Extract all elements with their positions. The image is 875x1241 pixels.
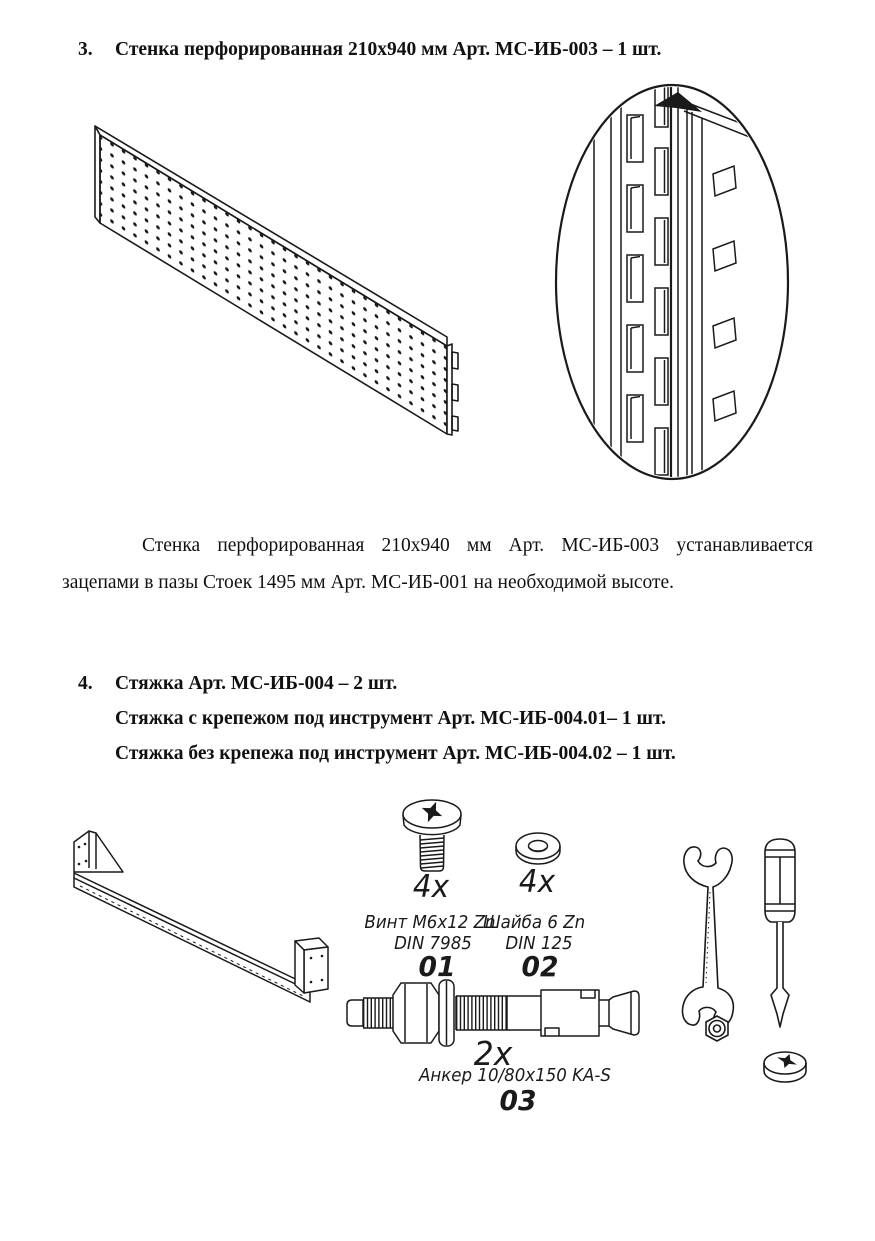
part-1-name: Винт М6х12 Zn <box>364 913 496 933</box>
panel-hook-2 <box>452 384 458 401</box>
section-3-title: Стенка перфорированная 210х940 мм Арт. МС-ИБ-003 – 1 шт. <box>115 39 662 60</box>
section-3-heading <box>78 38 838 62</box>
part-1-standard: DIN 7985 <box>394 934 472 954</box>
pegboard-panel-illustration <box>85 113 465 443</box>
tie-bar-illustration <box>60 812 340 1037</box>
part-3-position: 03 <box>499 1084 537 1117</box>
paragraph-line-2: зацепами в пазы Стоек 1495 мм Арт. МС-ИБ-001 на необходимой высоте. <box>62 572 675 593</box>
part-1-position: 01 <box>418 950 456 983</box>
panel-perforated-face <box>100 135 447 434</box>
part-1-qty: 4х <box>412 869 450 905</box>
section-4-subtitle-1: Стяжка с крепежом под инструмент Арт. МС-ИБ-004.01– 1 шт. <box>115 708 666 729</box>
section-4-subtitle-2: Стяжка без крепежа под инструмент Арт. МС-ИБ-004.02 – 1 шт. <box>115 743 676 764</box>
part-2-qty: 4х <box>518 864 556 900</box>
section-4-title: Стяжка Арт. МС-ИБ-004 – 2 шт. <box>115 673 398 694</box>
part-2-standard: DIN 125 <box>505 934 573 954</box>
section-4-heading-block <box>78 666 838 771</box>
part-2-name: Шайба 6 Zn <box>482 913 586 933</box>
screw-illustration <box>398 793 468 878</box>
section-4-heading <box>78 666 838 701</box>
wrench-illustration <box>665 830 757 1048</box>
panel-hook-3 <box>452 416 458 431</box>
part-2-position: 02 <box>521 950 559 983</box>
section-4-number: 4. <box>78 673 93 694</box>
part-3-qty: 2х <box>473 1034 513 1073</box>
screwdriver-illustration <box>756 830 818 1088</box>
section-3-number: 3. <box>78 39 93 60</box>
panel-hook-1 <box>452 352 458 369</box>
section-3-paragraph <box>62 527 813 601</box>
hook-slot-detail-illustration <box>550 80 795 485</box>
part-3-name: Анкер 10/80х150 KA-S <box>419 1066 611 1086</box>
paragraph-line-1: Стенка перфорированная 210х940 мм Арт. МС-ИБ-003 устанавливается <box>142 535 813 556</box>
